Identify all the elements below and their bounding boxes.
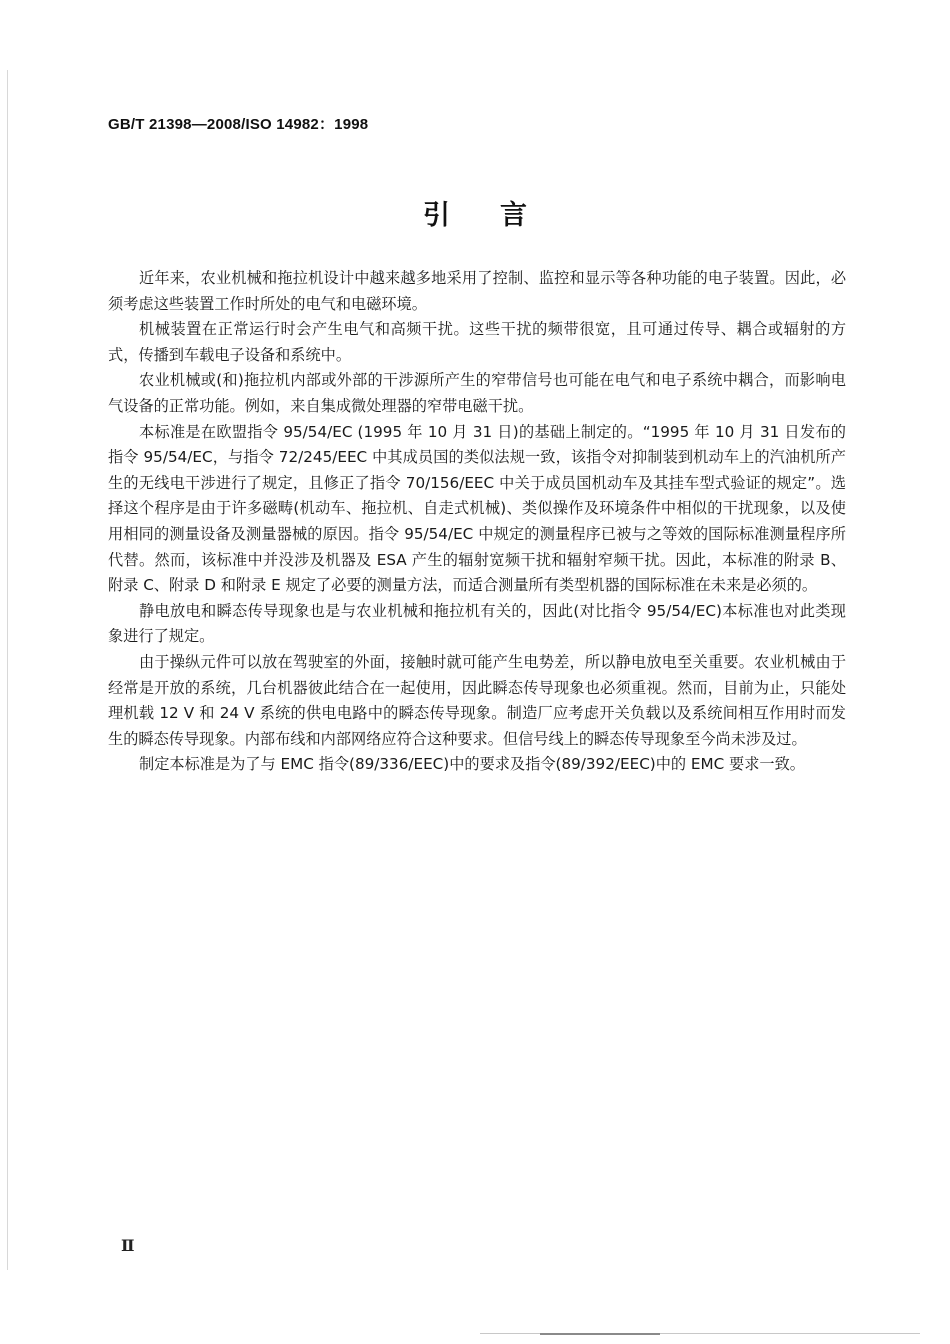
paragraph-6: 由于操纵元件可以放在驾驶室的外面，接触时就可能产生电势差，所以静电放电至关重要。农业机械由于经常是开放的系统，几台机器彼此结合在一起使用，因此瞬态传导现象也必须重视。然而，目前为止，只能处理机载 12 V 和 24 V 系统的供电电路中的瞬态传导现象。制造厂应考虑开关负载以及系统间相互作用时而发生的瞬态传导现象。内部布线和内部网络应符合这种要求。但信号线上的瞬态传导现象至今尚未涉及过。 [108,652,846,748]
paragraph-2: 机械装置在正常运行时会产生电气和高频干扰。这些干扰的频带很宽，且可通过传导、耦合或辐射的方式，传播到车载电子设备和系统中。 [108,320,846,364]
paragraph-1: 近年来，农业机械和拖拉机设计中越来越多地采用了控制、监控和显示等各种功能的电子装置。因此，必须考虑这些装置工作时所处的电气和电磁环境。 [108,269,846,313]
page-title: 引言 [423,200,577,231]
paragraph-3: 农业机械或(和)拖拉机内部或外部的干涉源所产生的窄带信号也可能在电气和电子系统中耦合，而影响电气设备的正常功能。例如，来自集成微处理器的窄带电磁干扰。 [108,371,846,415]
paragraph-4: 本标准是在欧盟指令 95/54/EC (1995 年 10 月 31 日)的基础上制定的。“1995 年 10 月 31 日发布的指令 95/54/EC，与指令 72/245/EEC 中其成员国的类似法规一致，该指令对抑制装到机动车上的汽油机所产生的无线电干涉进行了规定，且修正了指令 70/156/EEC 中关于成员国机动车及其挂车型式验证的规定”。选择这个程序是由于许多磁畴(机动车、拖拉机、自走式机械)、类似操作及环境条件中相似的干扰现象，以及使用相同的测量设备及测量器械的原因。指令 95/54/EC 中规定的测量程序已被与之等效的国际标准测量程序所代替。然而，该标准中并没涉及机器及 ESA 产生的辐射宽频干扰和辐射窄频干扰。因此，本标准的附录 B、附录 C、附录 D 和附录 E 规定了必要的测量方法，而适合测量所有类型机器的国际标准在未来是必须的。 [108,422,846,595]
scan-edge-line [7,70,8,1270]
paragraph-7: 制定本标准是为了与 EMC 指令(89/336/EEC)中的要求及指令(89/392/EEC)中的 EMC 要求一致。 [139,755,805,774]
document-body [108,266,846,778]
paragraph-5: 静电放电和瞬态传导现象也是与农业机械和拖拉机有关的，因此(对比指令 95/54/EC)本标准也对此类现象进行了规定。 [108,601,846,646]
page-number: Ⅱ [121,1236,135,1255]
scan-bottom-line-dark [540,1333,660,1335]
standard-number-header: GB/T 21398—2008/ISO 14982：1998 [108,116,369,133]
